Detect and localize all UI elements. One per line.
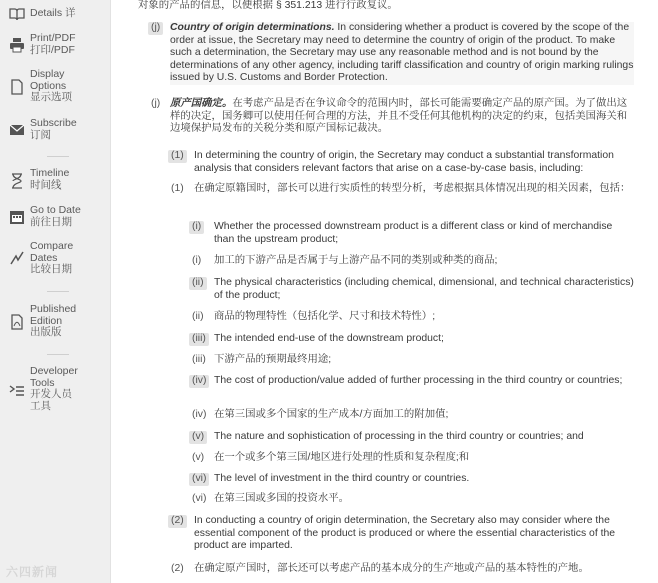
- sidebar-item-label: Go to Date 前往日期: [30, 204, 81, 228]
- item-cn: 在第三国或多国的投资水平。: [214, 493, 350, 504]
- item-cn: 下游产品的预期最终用途;: [214, 354, 332, 365]
- sidebar-item-label: Developer Tools 开发人员 工具: [30, 365, 78, 412]
- item-en: The level of investment in the third country or countries.: [214, 473, 470, 484]
- book-icon: [9, 6, 25, 22]
- item-en: The nature and sophistication of processing in the third country or countries; and: [214, 431, 584, 442]
- sidebar-divider: [47, 354, 69, 355]
- watermark-logo: 六四新闻: [6, 565, 59, 579]
- sidebar-item-label: Compare Dates 比较日期: [30, 240, 74, 275]
- item-number: (vi): [189, 473, 209, 486]
- sidebar-item-display-options[interactable]: [0, 68, 110, 108]
- item-number: (iii): [192, 354, 206, 365]
- hourglass-icon: [9, 173, 25, 189]
- item-number: (v): [192, 452, 205, 463]
- paragraph-number: (1): [168, 150, 187, 163]
- paragraph-heading: Country of origin determinations.: [170, 22, 335, 33]
- sidebar-item-print[interactable]: [0, 32, 110, 60]
- paragraph-number: (1): [171, 183, 184, 194]
- regulation-content: [110, 0, 658, 583]
- sidebar-item-label: Details 详: [30, 7, 76, 19]
- sidebar-item-compare-dates[interactable]: [0, 240, 110, 280]
- paragraph-2-cn: 在确定原产国时，部长还可以考虑产品的基本成分的生产地或产品的基本特性的产地。: [194, 563, 589, 574]
- sidebar-item-label: Published Edition 出版版: [30, 303, 77, 338]
- paragraph-1-en: In determining the country of origin, the Secretary may conduct a substantial transformation analysis that considers relevant factors that arise on a case-by-case basis, including:: [194, 150, 614, 174]
- envelope-icon: [9, 122, 25, 138]
- item-number: (v): [189, 431, 207, 444]
- sidebar-divider: [47, 156, 69, 157]
- item-number: (ii): [189, 277, 207, 290]
- sidebar-item-developer-tools[interactable]: [0, 365, 110, 415]
- item-cn: 加工的下游产品是否属于与上游产品不同的类别或种类的商品;: [214, 255, 498, 266]
- paragraph-j-cn: [170, 98, 634, 136]
- paragraph-body: 在考虑产品是否在争议命令的范围内时，部长可能需要确定产品的原产国。为了做出这样的决定，国务卿可以使用任何合理的方法，并且不受任何其他机构的决定的约束，包括美国海关和边境保护局发布的关税分类和原产国标记裁决。: [170, 98, 628, 135]
- sidebar-item-label: Print/PDF 打印/PDF: [30, 32, 76, 56]
- sidebar-item-published-edition[interactable]: [0, 303, 110, 343]
- sidebar-item-subscribe[interactable]: [0, 117, 110, 145]
- item-en: The intended end-use of the downstream product;: [214, 333, 444, 344]
- paragraph-number: (2): [171, 563, 184, 574]
- item-en: The physical characteristics (including chemical, dimensional, and technical characteristics) of the product;: [214, 277, 634, 301]
- sidebar-item-label: Timeline 时间线: [30, 167, 70, 191]
- sidebar-item-timeline[interactable]: [0, 167, 110, 195]
- sidebar-item-label: Subscribe 订阅: [30, 117, 77, 141]
- sidebar: [0, 0, 111, 583]
- code-icon: [9, 382, 25, 398]
- paragraph-j-en: [170, 22, 634, 85]
- partial-text-line: 对象的产品的信息，以便根据 § 351.213 进行行政复议。: [138, 0, 398, 11]
- sidebar-item-go-to-date[interactable]: [0, 204, 110, 232]
- item-number: (iii): [189, 333, 209, 346]
- pdf-file-icon: [9, 314, 25, 330]
- item-en: The cost of production/value added of further processing in the third country or countries;: [214, 375, 623, 386]
- item-number: (iv): [192, 409, 207, 420]
- paragraph-number: (2): [168, 515, 187, 528]
- item-cn: 在第三国或多个国家的生产成本/方面加工的附加值;: [214, 409, 449, 420]
- item-cn: 商品的物理特性（包括化学、尺寸和技术特性）;: [214, 311, 436, 322]
- compare-icon: [9, 250, 25, 266]
- sidebar-divider: [47, 291, 69, 292]
- printer-icon: [9, 37, 25, 53]
- item-number: (i): [189, 221, 204, 234]
- item-number: (iv): [189, 375, 209, 388]
- paragraph-body: In considering whether a product is covered by the scope of the order at issue, the Secretary may need to determine the country of origin of the product. To make such a determination, the Secretary may use any reasonable method and is not bound by the determinations of any other agency, including tariff classification and country of origin marking rulings issued by U.S. Customs and Border Protection.: [170, 22, 634, 84]
- paragraph-number: (j): [151, 98, 161, 109]
- sidebar-item-details[interactable]: [0, 4, 110, 22]
- document-icon: [9, 79, 25, 95]
- item-number: (vi): [192, 493, 207, 504]
- item-number: (i): [192, 255, 202, 266]
- item-cn: 在一个或多个第三国/地区进行处理的性质和复杂程度;和: [214, 452, 470, 463]
- paragraph-2-en: In conducting a country of origin determination, the Secretary also may consider where the essential component of the product is produced or where the essential characteristics of the product are imparted.: [194, 515, 616, 552]
- calendar-icon: [9, 209, 25, 225]
- paragraph-1-cn: 在确定原籍国时，部长可以进行实质性的转型分析，考虑根据具体情况出现的相关因素，包括：: [194, 183, 631, 194]
- item-number: (ii): [192, 311, 204, 322]
- sidebar-item-label: Display Options 显示选项: [30, 68, 72, 103]
- item-en: Whether the processed downstream product is a different class or kind of merchandise than the upstream product;: [214, 221, 613, 245]
- paragraph-number: (j): [148, 22, 163, 35]
- paragraph-heading: 原产国确定。: [170, 98, 233, 109]
